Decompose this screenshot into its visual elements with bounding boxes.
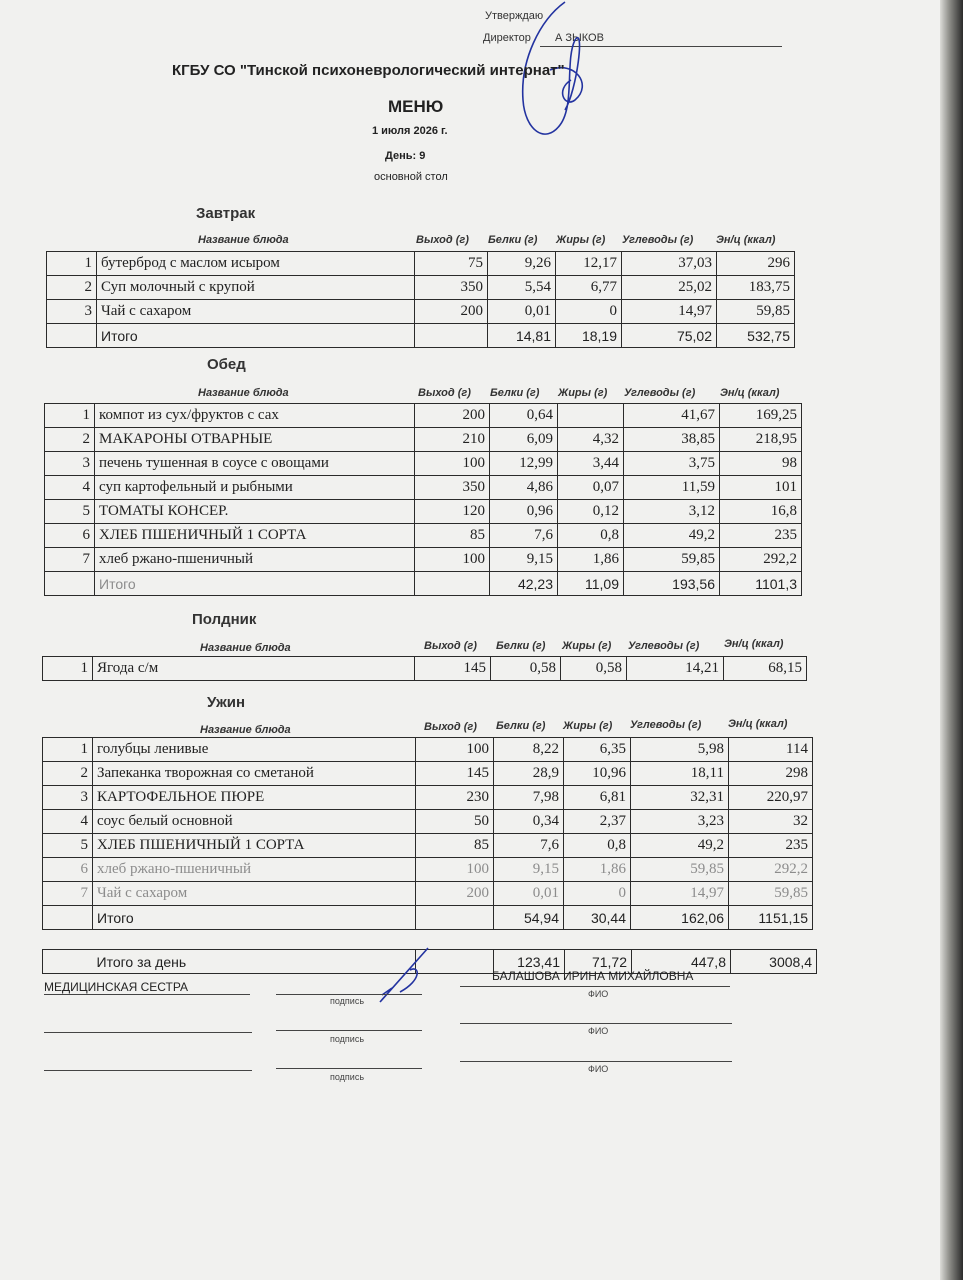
col-energy-header: Эн/ц (ккал) xyxy=(728,718,788,730)
protein-value: 12,99 xyxy=(490,452,558,476)
dish-name: голубцы ленивые xyxy=(93,738,416,762)
director-label: Директор xyxy=(483,32,531,44)
total-carbs: 193,56 xyxy=(624,572,720,596)
row-number: 1 xyxy=(43,657,93,681)
yield-value: 100 xyxy=(416,738,494,762)
nurse-fullname: БАЛАШОВА ИРИНА МИХАЙЛОВНА xyxy=(492,969,694,983)
dish-name: МАКАРОНЫ ОТВАРНЫЕ xyxy=(95,428,415,452)
fat-value: 0,12 xyxy=(558,500,624,524)
energy-value: 183,75 xyxy=(717,276,795,300)
col-protein-header: Белки (г) xyxy=(488,234,538,246)
yield-value: 85 xyxy=(415,524,490,548)
dish-name: компот из сух/фруктов с сах xyxy=(95,404,415,428)
total-row xyxy=(47,324,795,348)
carbs-value: 18,11 xyxy=(631,762,729,786)
dish-name: Запеканка творожная со сметаной xyxy=(93,762,416,786)
director-name: А ЗЫКОВ xyxy=(555,32,604,44)
fat-value: 3,44 xyxy=(558,452,624,476)
row-number: 2 xyxy=(43,762,93,786)
sign-caption-2: подпись xyxy=(330,1034,365,1044)
yield-value: 50 xyxy=(416,810,494,834)
energy-value: 59,85 xyxy=(729,882,813,906)
total-protein: 54,94 xyxy=(494,906,564,930)
col-yield-header: Выход (г) xyxy=(416,234,469,246)
day-total-protein: 123,41 xyxy=(494,950,565,974)
day-total-fat: 71,72 xyxy=(565,950,632,974)
carbs-value: 25,02 xyxy=(622,276,717,300)
row-number: 1 xyxy=(47,252,97,276)
col-fat-header: Жиры (г) xyxy=(556,234,606,246)
row-number: 4 xyxy=(43,810,93,834)
row-number: 5 xyxy=(43,834,93,858)
dish-name: хлеб ржано-пшеничный xyxy=(93,858,416,882)
fio-caption-1: ФИО xyxy=(588,989,609,999)
col-energy-header: Эн/ц (ккал) xyxy=(720,387,780,399)
energy-value: 169,25 xyxy=(720,404,802,428)
protein-value: 0,64 xyxy=(490,404,558,428)
energy-value: 59,85 xyxy=(717,300,795,324)
row-number: 3 xyxy=(45,452,95,476)
total-protein: 42,23 xyxy=(490,572,558,596)
carbs-value: 49,2 xyxy=(631,834,729,858)
row-number: 7 xyxy=(43,882,93,906)
energy-value: 220,97 xyxy=(729,786,813,810)
col-carbs-header: Углеводы (г) xyxy=(624,387,696,399)
protein-value: 9,26 xyxy=(488,252,556,276)
yield-value: 75 xyxy=(415,252,488,276)
row-number: 5 xyxy=(45,500,95,524)
yield-value: 100 xyxy=(415,548,490,572)
energy-value: 292,2 xyxy=(720,548,802,572)
dish-name: Ягода с/м xyxy=(93,657,415,681)
fio-caption-2: ФИО xyxy=(588,1026,609,1036)
carbs-value: 37,03 xyxy=(622,252,717,276)
col-energy-header: Эн/ц (ккал) xyxy=(724,638,784,650)
energy-value: 32 xyxy=(729,810,813,834)
menu-date: 1 июля 2026 г. xyxy=(372,125,448,137)
dish-name: суп картофельный и рыбными xyxy=(95,476,415,500)
fat-value: 1,86 xyxy=(558,548,624,572)
table-row xyxy=(45,428,802,452)
snack-title: Полдник xyxy=(192,611,257,628)
dish-name: ХЛЕБ ПШЕНИЧНЫЙ 1 СОРТА xyxy=(93,834,416,858)
org-name: КГБУ СО "Тинской психоневрологический интернат" xyxy=(172,62,565,79)
fat-value: 10,96 xyxy=(564,762,631,786)
fat-value: 2,37 xyxy=(564,810,631,834)
row-number: 7 xyxy=(45,548,95,572)
photo-edge-background xyxy=(940,0,963,1280)
fio-line-3 xyxy=(460,1061,732,1062)
total-label: Итого xyxy=(93,906,416,930)
total-label: Итого xyxy=(97,324,415,348)
yield-value: 120 xyxy=(415,500,490,524)
col-yield-header: Выход (г) xyxy=(424,640,477,652)
fio-line-1 xyxy=(460,986,730,987)
yield-value: 100 xyxy=(415,452,490,476)
table-row xyxy=(45,452,802,476)
dish-name: Чай с сахаром xyxy=(93,882,416,906)
dish-name: хлеб ржано-пшеничный xyxy=(95,548,415,572)
energy-value: 296 xyxy=(717,252,795,276)
carbs-value: 3,75 xyxy=(624,452,720,476)
fio-caption-3: ФИО xyxy=(588,1064,609,1074)
menu-title: МЕНЮ xyxy=(388,97,444,116)
fat-value: 12,17 xyxy=(556,252,622,276)
dish-name: ТОМАТЫ КОНСЕР. xyxy=(95,500,415,524)
table-row xyxy=(43,657,807,681)
lunch-table xyxy=(44,403,802,596)
yield-value: 230 xyxy=(416,786,494,810)
protein-value: 0,01 xyxy=(494,882,564,906)
protein-value: 7,6 xyxy=(490,524,558,548)
carbs-value: 41,67 xyxy=(624,404,720,428)
yield-value: 350 xyxy=(415,476,490,500)
energy-value: 298 xyxy=(729,762,813,786)
yield-value: 210 xyxy=(415,428,490,452)
total-fat: 11,09 xyxy=(558,572,624,596)
day-total-energy: 3008,4 xyxy=(731,950,817,974)
fat-value: 6,81 xyxy=(564,786,631,810)
day-total-label: Итого за день xyxy=(93,950,416,974)
protein-value: 4,86 xyxy=(490,476,558,500)
row-number: 2 xyxy=(45,428,95,452)
table-row xyxy=(43,786,813,810)
protein-value: 0,01 xyxy=(488,300,556,324)
fat-value: 6,77 xyxy=(556,276,622,300)
col-protein-header: Белки (г) xyxy=(496,640,546,652)
fat-value: 0 xyxy=(556,300,622,324)
table-row xyxy=(43,810,813,834)
sign-line-1 xyxy=(276,994,422,995)
fat-value: 0,58 xyxy=(561,657,627,681)
dish-name: Чай с сахаром xyxy=(97,300,415,324)
fat-value: 0,07 xyxy=(558,476,624,500)
col-protein-header: Белки (г) xyxy=(490,387,540,399)
energy-value: 292,2 xyxy=(729,858,813,882)
total-energy: 532,75 xyxy=(717,324,795,348)
blank-line-3a xyxy=(44,1070,252,1071)
protein-value: 8,22 xyxy=(494,738,564,762)
fio-line-2 xyxy=(460,1023,732,1024)
dish-name: соус белый основной xyxy=(93,810,416,834)
total-fat: 30,44 xyxy=(564,906,631,930)
nurse-signature-graphic xyxy=(370,940,450,1010)
carbs-value: 49,2 xyxy=(624,524,720,548)
dish-name: печень тушенная в соусе с овощами xyxy=(95,452,415,476)
fat-value: 1,86 xyxy=(564,858,631,882)
energy-value: 235 xyxy=(720,524,802,548)
protein-value: 7,6 xyxy=(494,834,564,858)
row-number: 2 xyxy=(47,276,97,300)
protein-value: 5,54 xyxy=(488,276,556,300)
energy-value: 101 xyxy=(720,476,802,500)
sign-line-3 xyxy=(276,1068,422,1069)
protein-value: 9,15 xyxy=(490,548,558,572)
carbs-value: 14,97 xyxy=(622,300,717,324)
total-energy: 1151,15 xyxy=(729,906,813,930)
energy-value: 98 xyxy=(720,452,802,476)
protein-value: 0,96 xyxy=(490,500,558,524)
col-fat-header: Жиры (г) xyxy=(558,387,608,399)
breakfast-table xyxy=(46,251,795,348)
nurse-label: МЕДИЦИНСКАЯ СЕСТРА xyxy=(44,980,189,994)
energy-value: 218,95 xyxy=(720,428,802,452)
table-row xyxy=(45,548,802,572)
table-row xyxy=(45,476,802,500)
total-row xyxy=(43,906,813,930)
protein-value: 0,34 xyxy=(494,810,564,834)
table-row xyxy=(45,404,802,428)
protein-value: 7,98 xyxy=(494,786,564,810)
dinner-title: Ужин xyxy=(207,694,246,711)
sign-caption-3: подпись xyxy=(330,1072,365,1082)
dish-name: ХЛЕБ ПШЕНИЧНЫЙ 1 СОРТА xyxy=(95,524,415,548)
total-protein: 14,81 xyxy=(488,324,556,348)
fat-value xyxy=(558,404,624,428)
carbs-value: 5,98 xyxy=(631,738,729,762)
yield-value: 145 xyxy=(415,657,491,681)
carbs-value: 14,97 xyxy=(631,882,729,906)
carbs-value: 32,31 xyxy=(631,786,729,810)
row-number: 6 xyxy=(43,858,93,882)
fat-value: 0,8 xyxy=(564,834,631,858)
col-name-header: Название блюда xyxy=(200,724,291,736)
col-carbs-header: Углеводы (г) xyxy=(630,719,702,731)
fat-value: 4,32 xyxy=(558,428,624,452)
col-name-header: Название блюда xyxy=(198,387,289,399)
total-fat: 18,19 xyxy=(556,324,622,348)
dinner-table xyxy=(42,737,813,930)
protein-value: 0,58 xyxy=(491,657,561,681)
table-row xyxy=(43,738,813,762)
carbs-value: 38,85 xyxy=(624,428,720,452)
blank-line-2a xyxy=(44,1032,252,1033)
protein-value: 9,15 xyxy=(494,858,564,882)
dish-name: КАРТОФЕЛЬНОЕ ПЮРЕ xyxy=(93,786,416,810)
carbs-value: 3,23 xyxy=(631,810,729,834)
approve-label: Утверждаю xyxy=(485,10,544,22)
col-yield-header: Выход (г) xyxy=(424,721,477,733)
col-fat-header: Жиры (г) xyxy=(562,640,612,652)
yield-value: 85 xyxy=(416,834,494,858)
yield-value: 100 xyxy=(416,858,494,882)
row-number: 3 xyxy=(43,786,93,810)
energy-value: 68,15 xyxy=(724,657,807,681)
fat-value: 0,8 xyxy=(558,524,624,548)
col-name-header: Название блюда xyxy=(200,642,291,654)
fat-value: 6,35 xyxy=(564,738,631,762)
carbs-value: 3,12 xyxy=(624,500,720,524)
total-row xyxy=(45,572,802,596)
yield-value: 145 xyxy=(416,762,494,786)
col-protein-header: Белки (г) xyxy=(496,720,546,732)
col-energy-header: Эн/ц (ккал) xyxy=(716,234,776,246)
yield-value: 350 xyxy=(415,276,488,300)
yield-value: 200 xyxy=(415,404,490,428)
table-row xyxy=(43,858,813,882)
carbs-value: 11,59 xyxy=(624,476,720,500)
row-number: 1 xyxy=(45,404,95,428)
row-number: 6 xyxy=(45,524,95,548)
lunch-title: Обед xyxy=(207,356,246,373)
row-number: 3 xyxy=(47,300,97,324)
row-number: 4 xyxy=(45,476,95,500)
table-row xyxy=(45,500,802,524)
fat-value: 0 xyxy=(564,882,631,906)
day-total-carbs: 447,8 xyxy=(632,950,731,974)
total-carbs: 75,02 xyxy=(622,324,717,348)
menu-day: День: 9 xyxy=(385,150,426,162)
energy-value: 16,8 xyxy=(720,500,802,524)
table-row xyxy=(47,252,795,276)
total-label: Итого xyxy=(95,572,415,596)
sign-line-2 xyxy=(276,1030,422,1031)
total-carbs: 162,06 xyxy=(631,906,729,930)
protein-value: 6,09 xyxy=(490,428,558,452)
yield-value: 200 xyxy=(416,882,494,906)
table-row xyxy=(43,882,813,906)
carbs-value: 14,21 xyxy=(627,657,724,681)
row-number: 1 xyxy=(43,738,93,762)
yield-value: 200 xyxy=(415,300,488,324)
col-fat-header: Жиры (г) xyxy=(563,720,613,732)
dish-name: Суп молочный с крупой xyxy=(97,276,415,300)
carbs-value: 59,85 xyxy=(624,548,720,572)
col-carbs-header: Углеводы (г) xyxy=(628,640,700,652)
table-row xyxy=(43,834,813,858)
energy-value: 235 xyxy=(729,834,813,858)
table-row xyxy=(45,524,802,548)
nurse-label-line xyxy=(44,994,250,995)
dish-name: бутерброд с маслом исыром xyxy=(97,252,415,276)
protein-value: 28,9 xyxy=(494,762,564,786)
table-row xyxy=(47,276,795,300)
table-row xyxy=(43,762,813,786)
col-name-header: Название блюда xyxy=(198,234,289,246)
col-carbs-header: Углеводы (г) xyxy=(622,234,694,246)
carbs-value: 59,85 xyxy=(631,858,729,882)
sign-caption-1: подпись xyxy=(330,996,365,1006)
col-yield-header: Выход (г) xyxy=(418,387,471,399)
table-type: основной стол xyxy=(374,171,448,183)
snack-table xyxy=(42,656,807,681)
table-row xyxy=(47,300,795,324)
energy-value: 114 xyxy=(729,738,813,762)
total-energy: 1101,3 xyxy=(720,572,802,596)
breakfast-title: Завтрак xyxy=(196,205,256,222)
